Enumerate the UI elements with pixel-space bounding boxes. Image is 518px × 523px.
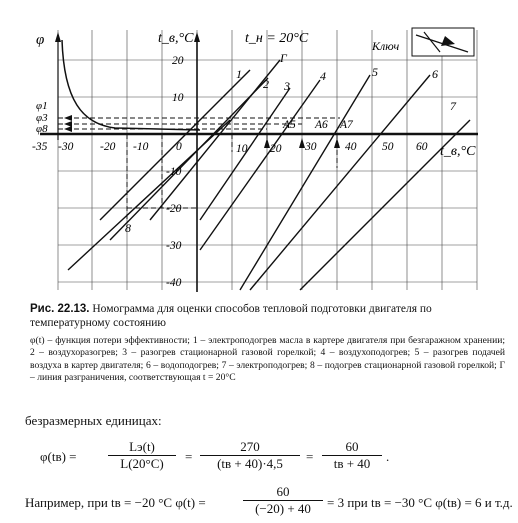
tv-axis-arrow — [194, 32, 200, 42]
method-lines — [68, 60, 470, 290]
svg-text:5: 5 — [372, 65, 378, 79]
example — [25, 484, 515, 518]
line-8 — [68, 120, 230, 270]
svg-text:-40: -40 — [166, 277, 182, 289]
svg-text:-20: -20 — [100, 141, 116, 153]
svg-text:A6: A6 — [315, 119, 328, 131]
svg-text:Г: Г — [280, 51, 287, 65]
phi-axis-label: φ — [36, 32, 45, 48]
svg-text:φ8: φ8 — [36, 123, 48, 135]
svg-text:-35: -35 — [32, 141, 48, 153]
svg-text:10: 10 — [236, 143, 248, 155]
svg-text:30: 30 — [305, 141, 317, 153]
frac-1: Lэ(t) L(20°C) — [108, 439, 176, 472]
line-2 — [110, 78, 268, 240]
line-G — [150, 60, 280, 220]
svg-text:7: 7 — [450, 99, 456, 113]
svg-text:10: 10 — [172, 92, 184, 104]
svg-text:A5: A5 — [283, 119, 296, 131]
svg-text:20: 20 — [270, 143, 282, 155]
svg-text:50: 50 — [382, 141, 394, 153]
svg-text:-20: -20 — [166, 203, 182, 215]
svg-text:60: 60 — [416, 141, 428, 153]
svg-text:40: 40 — [345, 141, 357, 153]
svg-text:3: 3 — [284, 79, 290, 93]
svg-text:-30: -30 — [166, 240, 182, 252]
svg-text:φ3: φ3 — [36, 112, 48, 124]
intro-text: безразмерных единицах: — [25, 413, 162, 428]
example-suffix: = 3 при tв = −30 °C φ(tв) = 6 и т.д. — [327, 495, 513, 510]
key-label: Ключ — [372, 39, 400, 53]
grid — [58, 30, 477, 290]
x-axis-label: t_в,°C — [440, 144, 476, 159]
formula-lhs: φ(tв) = — [40, 449, 77, 464]
svg-text:6: 6 — [432, 67, 438, 81]
svg-text:1: 1 — [236, 67, 242, 81]
caption-text: Номограмма для оценки способов тепловой подготовки двигателя по температурному состоянию — [30, 303, 432, 329]
frac-3: 60 tв + 40 — [322, 439, 382, 472]
example-frac: $\frac{60}{(-20) + 40}$ — [243, 484, 323, 517]
a-labels — [282, 119, 354, 131]
svg-text:8: 8 — [125, 221, 131, 235]
svg-text:-10: -10 — [133, 141, 149, 153]
phi-curve — [62, 40, 200, 130]
phi-labels — [36, 100, 48, 135]
svg-text:φ1: φ1 — [36, 100, 48, 112]
figure-caption — [30, 302, 500, 330]
svg-text:4: 4 — [320, 69, 326, 83]
tn-label: t_н = 20°C — [245, 31, 309, 46]
svg-text:0: 0 — [176, 141, 182, 153]
line-5 — [240, 75, 370, 290]
svg-text:2: 2 — [263, 77, 269, 91]
tv-axis-label: t_в,°C — [158, 31, 194, 46]
svg-text:-30: -30 — [58, 141, 74, 153]
phi-axis-arrow — [55, 32, 61, 42]
svg-text:20: 20 — [172, 55, 184, 67]
y-tick-labels — [166, 55, 184, 289]
frac-2: 270 (tв + 40)·4,5 — [200, 439, 300, 472]
formula: φ(tв) = Lэ(t) L(20°C) = 270 (tв + 40)·4,5 = 60 tв + 40 . — [40, 439, 390, 471]
caption-title: Рис. 22.13. — [30, 303, 90, 315]
svg-text:-10: -10 — [166, 166, 182, 178]
legend-text: φ(t) – функция потери эффективности; 1 – электроподогрев масла в картере двигателя при безгаражном хранении; 2 – воздухоразогрев; 3 – разогрев стационарной газовой горелкой; 4 – воздухоподогрев; 5 – разогрев подачей воздуха в картер двигателя; 6 – водоподогрев; 7 – электроподогрев; 8 – подогрев стационарной газовой горелкой; Г – линия разграничения, соответствующая t = 20°C — [30, 335, 505, 383]
svg-text:A7: A7 — [340, 119, 353, 131]
example-prefix: Например, при tв = −20 °C φ(t) = — [25, 495, 206, 510]
